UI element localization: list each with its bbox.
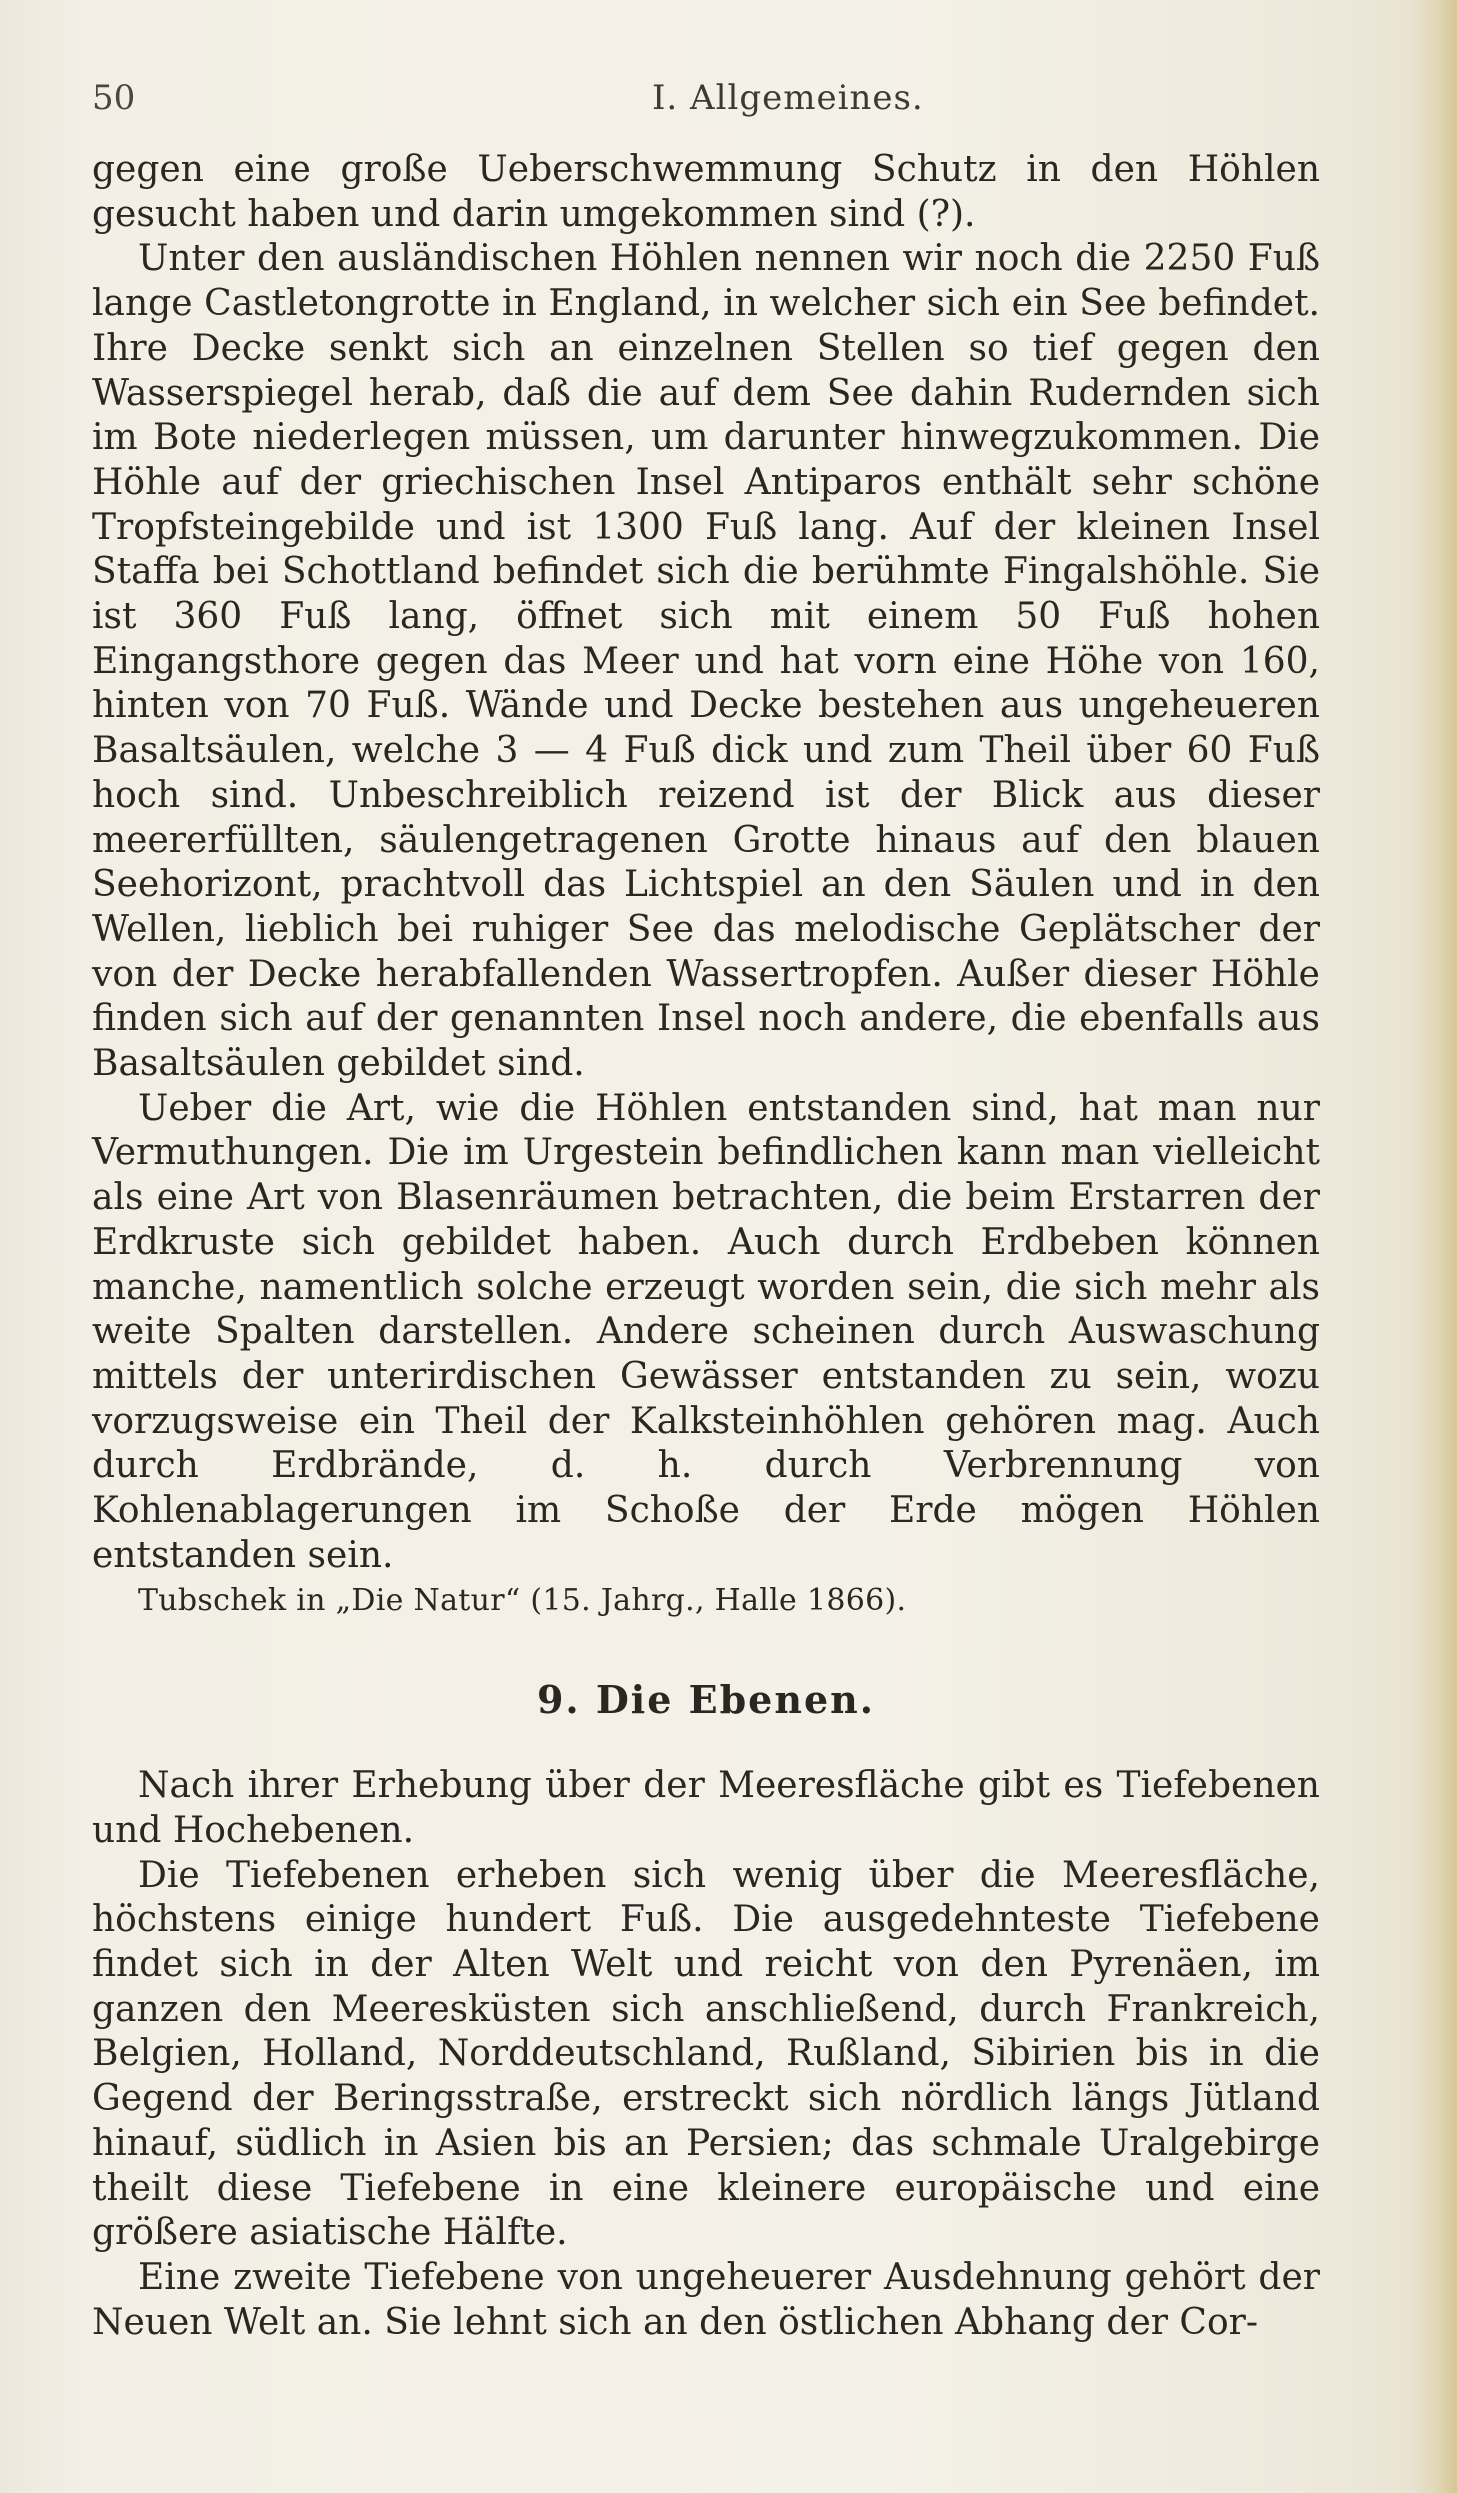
source-citation: Tubschek in „Die Natur“ (15. Jahrg., Halle 1866). xyxy=(138,1582,907,1618)
page-number: 50 xyxy=(92,78,136,118)
body-text xyxy=(92,148,1320,2345)
running-head: I. Allgemeines. xyxy=(652,78,924,118)
paragraph-tiefebenen: Die Tiefebenen erheben sich wenig über die Meeresfläche, höchstens einige hundert Fuß. Die ausgedehnteste Tiefebene findet sich in der Alten Welt und reicht von den Pyrenäen, im ganzen den Meeresküsten sich anschließend, durch Frankreich, Belgien, Holland, Norddeutschland, Rußland, Sibirien bis in die Gegend der Beringsstraße, erstreckt sich nördlich längs Jütland hinauf, südlich in Asien bis an Persien; das schmale Uralgebirge theilt diese Tiefebene in eine kleinere europäische und eine größere asiatische Hälfte. xyxy=(92,1854,1320,2254)
section-heading: 9. Die Ebenen. xyxy=(536,1677,876,1723)
paragraph-foreign-caves: Unter den ausländischen Höhlen nennen wir noch die 2250 Fuß lange Castletongrotte in England, in welcher sich ein See befindet. Ihre Decke senkt sich an einzelnen Stellen so tief gegen den Wasserspiegel herab, daß die auf dem See dahin Rudernden sich im Bote niederlegen müssen, um darunter hinwegzukommen. Die Höhle auf der griechischen Insel Antiparos enthält sehr schöne Tropfsteingebilde und ist 1300 Fuß lang. Auf der kleinen Insel Staffa bei Schottland befindet sich die berühmte Fingalshöhle. Sie ist 360 Fuß lang, öffnet sich mit einem 50 Fuß hohen Eingangsthore gegen das Meer und hat vorn eine Höhe von 160, hinten von 70 Fuß. Wände und Decke bestehen aus ungeheueren Basaltsäulen, welche 3 — 4 Fuß dick und zum Theil über 60 Fuß hoch sind. Unbeschreiblich reizend ist der Blick aus dieser meererfüllten, säulengetragenen Grotte hinaus auf den blauen Seehorizont, prachtvoll das Lichtspiel an den Säulen und in den Wellen, lieblich bei ruhiger See das melodische Geplätscher der von der Decke herabfallenden Wassertropfen. Außer dieser Höhle finden sich auf der genannten Insel noch andere, die ebenfalls aus Basaltsäulen gebildet sind. xyxy=(92,238,1320,1085)
paragraph-cave-origin: Ueber die Art, wie die Höhlen entstanden sind, hat man nur Vermuthungen. Die im Urgestein befindlichen kann man vielleicht als eine Art von Blasenräumen betrachten, die beim Erstarren der Erdkruste sich gebildet haben. Auch durch Erdbeben können manche, namentlich solche erzeugt worden sein, die sich mehr als weite Spalten darstellen. Andere scheinen durch Auswaschung mittels der unterirdischen Gewässer entstanden zu sein, wozu vorzugsweise ein Theil der Kalksteinhöhlen gehören mag. Auch durch Erdbrände, d. h. durch Verbrennung von Kohlenablagerungen im Schoße der Erde mögen Höhlen entstanden sein. xyxy=(92,1087,1320,1576)
page-header xyxy=(92,78,1322,128)
page-edge-shadow xyxy=(1411,0,1457,2493)
paragraph-new-world: Eine zweite Tiefebene von ungeheuerer Ausdehnung gehört der Neuen Welt an. Sie lehnt sich an den östlichen Abhang der Cor- xyxy=(92,2256,1320,2343)
paragraph-ebenen-intro: Nach ihrer Erhebung über der Meeresfläche gibt es Tiefebenen und Hochebenen. xyxy=(92,1765,1320,1851)
paragraph-continuation: gegen eine große Ueberschwemmung Schutz in den Höhlen gesucht haben und darin umgekommen sind (?). xyxy=(92,149,1320,235)
